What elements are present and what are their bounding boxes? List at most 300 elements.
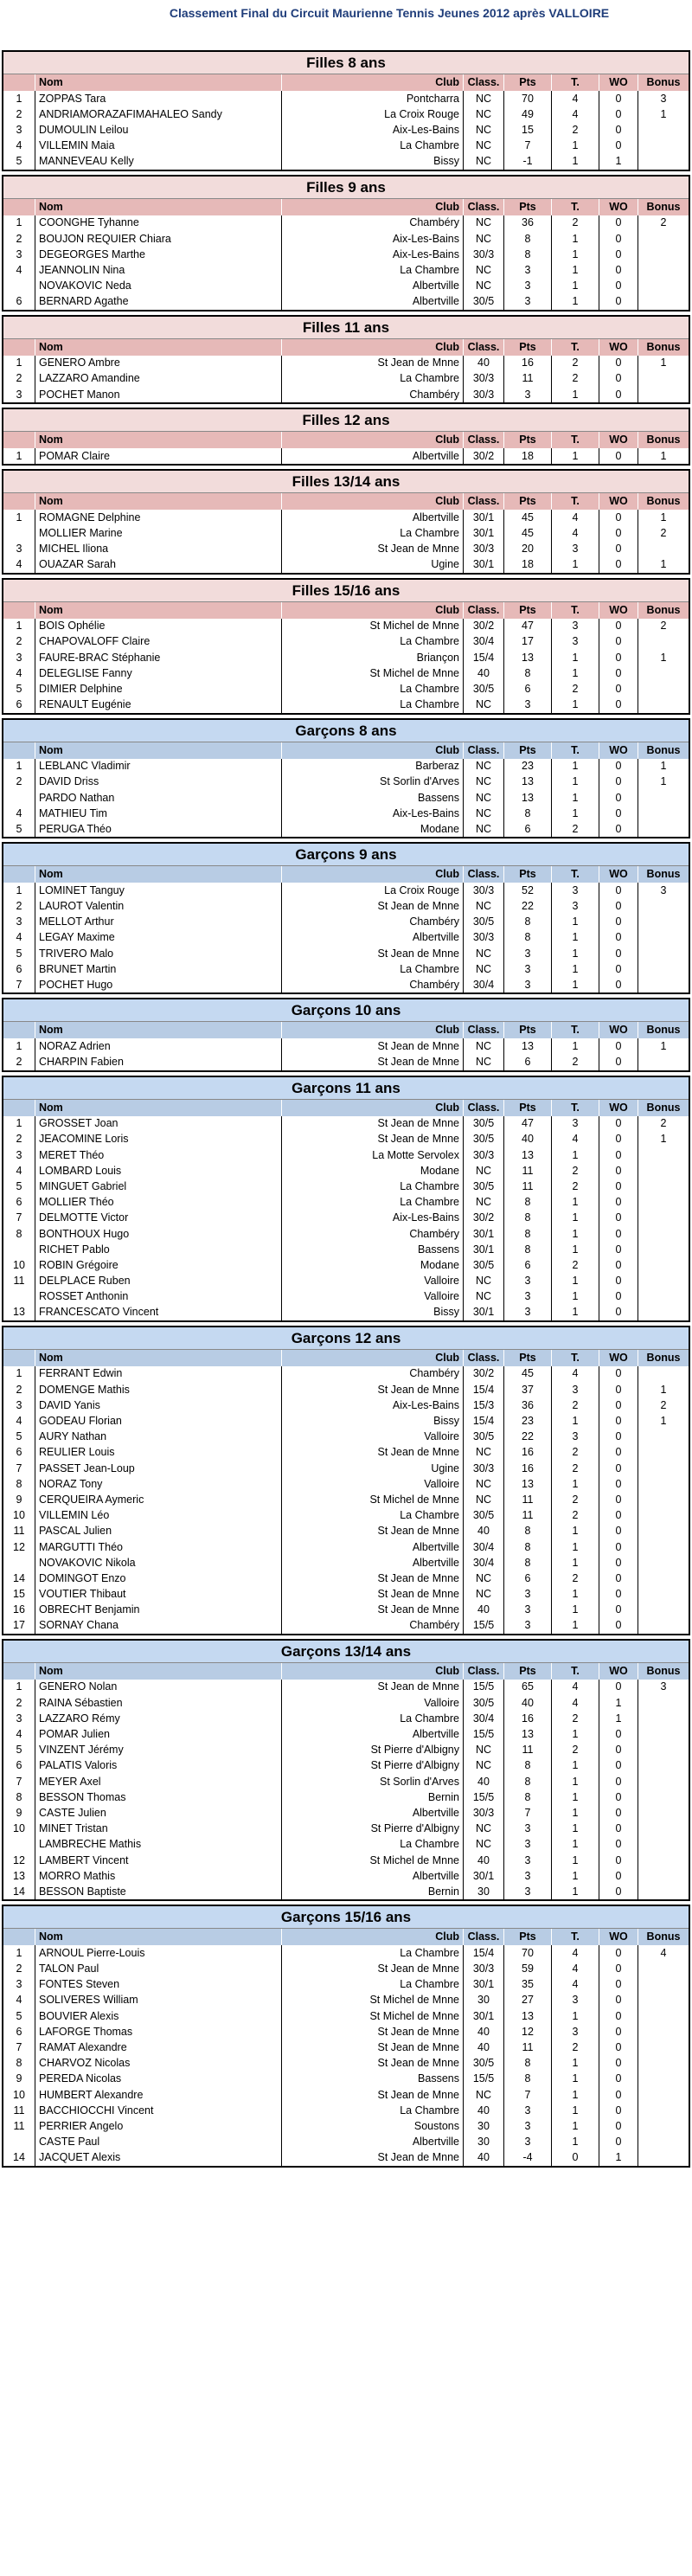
- column-header-bonus: Bonus: [638, 432, 689, 448]
- walkover-cell: 0: [599, 1179, 638, 1194]
- rank-cell: [3, 279, 35, 294]
- column-header-t: T.: [552, 74, 599, 91]
- class-cell: NC: [464, 1571, 504, 1586]
- column-header-pts: Pts: [504, 866, 552, 883]
- walkover-cell: 0: [599, 2072, 638, 2087]
- walkover-cell: 0: [599, 1571, 638, 1586]
- ranking-table: [3, 1663, 689, 1899]
- points-cell: 13: [504, 1147, 552, 1163]
- name-cell: DELMOTTE Victor: [35, 1211, 282, 1226]
- table-row: [3, 1508, 689, 1524]
- club-cell: Albertville: [282, 2135, 464, 2150]
- tournaments-cell: 3: [552, 541, 599, 556]
- bonus-cell: [638, 1695, 689, 1711]
- points-cell: 8: [504, 2072, 552, 2087]
- bonus-cell: [638, 1055, 689, 1070]
- ranking-table: [3, 866, 689, 992]
- walkover-cell: 0: [599, 1993, 638, 2008]
- name-cell: CERQUEIRA Aymeric: [35, 1492, 282, 1507]
- rank-cell: 3: [16, 388, 22, 401]
- name-cell: DAVID Driss: [35, 774, 282, 790]
- name-cell: ZOPPAS Tara: [35, 91, 282, 106]
- tournaments-cell: 1: [552, 557, 599, 573]
- club-cell: La Chambre: [282, 1711, 464, 1726]
- bonus-cell: [638, 1603, 689, 1618]
- class-cell: NC: [464, 1195, 504, 1211]
- bonus-cell: [638, 247, 689, 262]
- class-cell: 30/3: [464, 371, 504, 387]
- tournaments-cell: 2: [552, 1257, 599, 1273]
- table-row: [3, 1429, 689, 1445]
- category-section: [2, 578, 690, 715]
- club-cell: Albertville: [282, 930, 464, 946]
- walkover-cell: 0: [599, 525, 638, 541]
- club-cell: La Chambre: [282, 681, 464, 697]
- table-row: [3, 525, 689, 541]
- column-header-club: Club: [282, 199, 464, 215]
- points-cell: 23: [504, 1413, 552, 1429]
- club-cell: St Jean de Mnne: [282, 946, 464, 961]
- class-cell: NC: [464, 961, 504, 977]
- column-header-t: T.: [552, 866, 599, 883]
- walkover-cell: 0: [599, 2103, 638, 2118]
- table-row: [3, 1179, 689, 1194]
- rank-cell: 4: [16, 666, 22, 679]
- column-header-rank: [3, 866, 35, 883]
- column-header-name: Nom: [35, 742, 282, 759]
- walkover-cell: 0: [599, 1743, 638, 1758]
- column-header-t: T.: [552, 1100, 599, 1116]
- walkover-cell: 0: [599, 1195, 638, 1211]
- tournaments-cell: 1: [552, 1805, 599, 1821]
- name-cell: BESSON Baptiste: [35, 1884, 282, 1899]
- table-row: [3, 2008, 689, 2024]
- name-cell: MINET Tristan: [35, 1821, 282, 1837]
- tournaments-cell: 4: [552, 1366, 599, 1382]
- walkover-cell: 0: [599, 1445, 638, 1461]
- club-cell: St Jean de Mnne: [282, 2056, 464, 2072]
- points-cell: 3: [504, 1603, 552, 1618]
- rank-cell: 3: [16, 1398, 22, 1411]
- column-header-pts: Pts: [504, 339, 552, 356]
- column-header-class: Class.: [464, 1100, 504, 1116]
- points-cell: 6: [504, 1055, 552, 1070]
- bonus-cell: [638, 1539, 689, 1555]
- table-row: [3, 1195, 689, 1211]
- points-cell: 6: [504, 1257, 552, 1273]
- ranking-table: [3, 1022, 689, 1070]
- tournaments-cell: 2: [552, 2040, 599, 2055]
- walkover-cell: 0: [599, 1758, 638, 1774]
- bonus-cell: [638, 1476, 689, 1492]
- class-cell: 30/5: [464, 2056, 504, 2072]
- name-cell: BACCHIOCCHI Vincent: [35, 2103, 282, 2118]
- points-cell: 22: [504, 899, 552, 915]
- tournaments-cell: 1: [552, 1853, 599, 1868]
- points-cell: 13: [504, 1038, 552, 1054]
- name-cell: DELEGLISE Fanny: [35, 665, 282, 681]
- table-row: [3, 2103, 689, 2118]
- tournaments-cell: 1: [552, 1789, 599, 1805]
- column-header-name: Nom: [35, 1100, 282, 1116]
- column-header-bonus: Bonus: [638, 493, 689, 510]
- table-row: [3, 1884, 689, 1899]
- tournaments-cell: 1: [552, 2072, 599, 2087]
- table-row: [3, 946, 689, 961]
- bonus-cell: 1: [638, 1382, 689, 1397]
- club-cell: St Jean de Mnne: [282, 356, 464, 371]
- column-header-bonus: Bonus: [638, 339, 689, 356]
- club-cell: St Jean de Mnne: [282, 1680, 464, 1695]
- club-cell: St Pierre d'Albigny: [282, 1758, 464, 1774]
- points-cell: 3: [504, 262, 552, 278]
- points-cell: 45: [504, 510, 552, 525]
- name-cell: GODEAU Florian: [35, 1413, 282, 1429]
- bonus-cell: [638, 1711, 689, 1726]
- name-cell: PEREDA Nicolas: [35, 2072, 282, 2087]
- name-cell: VOUTIER Thibaut: [35, 1587, 282, 1603]
- class-cell: 30/4: [464, 1539, 504, 1555]
- table-header-row: [3, 493, 689, 510]
- name-cell: FRANCESCATO Vincent: [35, 1305, 282, 1320]
- walkover-cell: 0: [599, 2040, 638, 2055]
- points-cell: 3: [504, 1587, 552, 1603]
- class-cell: NC: [464, 1476, 504, 1492]
- table-row: [3, 215, 689, 231]
- tournaments-cell: 2: [552, 1711, 599, 1726]
- walkover-cell: 0: [599, 1257, 638, 1273]
- rank-cell: 3: [16, 651, 22, 664]
- table-row: [3, 899, 689, 915]
- column-header-pts: Pts: [504, 1022, 552, 1038]
- column-header-class: Class.: [464, 602, 504, 619]
- bonus-cell: [638, 1758, 689, 1774]
- tournaments-cell: 1: [552, 1195, 599, 1211]
- club-cell: Aix-Les-Bains: [282, 122, 464, 138]
- bonus-cell: [638, 1242, 689, 1257]
- rank-cell: 3: [16, 247, 22, 260]
- points-cell: 7: [504, 2087, 552, 2103]
- tournaments-cell: 1: [552, 262, 599, 278]
- rank-cell: 3: [16, 1978, 22, 1991]
- table-row: [3, 1397, 689, 1413]
- name-cell: PALATIS Valoris: [35, 1758, 282, 1774]
- class-cell: 30/1: [464, 525, 504, 541]
- walkover-cell: 0: [599, 371, 638, 387]
- class-cell: 30/1: [464, 2008, 504, 2024]
- walkover-cell: 0: [599, 541, 638, 556]
- table-header-row: [3, 1929, 689, 1945]
- table-row: [3, 1587, 689, 1603]
- table-row: [3, 448, 689, 464]
- club-cell: La Chambre: [282, 138, 464, 154]
- column-header-class: Class.: [464, 493, 504, 510]
- walkover-cell: 0: [599, 356, 638, 371]
- class-cell: 30/5: [464, 1695, 504, 1711]
- club-cell: St Michel de Mnne: [282, 665, 464, 681]
- category-title: Filles 15/16 ans: [3, 580, 689, 602]
- category-title: Filles 11 ans: [3, 317, 689, 339]
- table-row: [3, 1977, 689, 1993]
- club-cell: Valloire: [282, 1476, 464, 1492]
- tournaments-cell: 3: [552, 899, 599, 915]
- points-cell: 3: [504, 294, 552, 310]
- club-cell: Aix-Les-Bains: [282, 231, 464, 247]
- club-cell: Bernin: [282, 1884, 464, 1899]
- club-cell: Bernin: [282, 1789, 464, 1805]
- ranking-table: [3, 742, 689, 838]
- tournaments-cell: 0: [552, 2150, 599, 2166]
- walkover-cell: 0: [599, 930, 638, 946]
- club-cell: St Jean de Mnne: [282, 1962, 464, 1977]
- bonus-cell: [638, 1195, 689, 1211]
- bonus-cell: [638, 2135, 689, 2150]
- rank-cell: [3, 1242, 35, 1257]
- bonus-cell: [638, 665, 689, 681]
- name-cell: NORAZ Adrien: [35, 1038, 282, 1054]
- club-cell: La Croix Rouge: [282, 883, 464, 898]
- tournaments-cell: 1: [552, 247, 599, 262]
- tournaments-cell: 1: [552, 697, 599, 713]
- rank-cell: 6: [16, 962, 22, 975]
- rank-cell: 5: [16, 822, 22, 835]
- points-cell: 3: [504, 1884, 552, 1899]
- walkover-cell: 0: [599, 961, 638, 977]
- class-cell: NC: [464, 821, 504, 837]
- points-cell: 3: [504, 2118, 552, 2134]
- name-cell: LOMBARD Louis: [35, 1163, 282, 1179]
- tournaments-cell: 2: [552, 1397, 599, 1413]
- table-row: [3, 759, 689, 774]
- bonus-cell: [638, 1837, 689, 1853]
- table-row: [3, 356, 689, 371]
- points-cell: 45: [504, 1366, 552, 1382]
- name-cell: POCHET Manon: [35, 387, 282, 402]
- rank-cell: 6: [16, 295, 22, 308]
- tournaments-cell: 1: [552, 1211, 599, 1226]
- bonus-cell: 1: [638, 774, 689, 790]
- tournaments-cell: 1: [552, 1305, 599, 1320]
- class-cell: 40: [464, 665, 504, 681]
- table-row: [3, 557, 689, 573]
- table-row: [3, 697, 689, 713]
- rank-cell: 11: [13, 2104, 25, 2117]
- tournaments-cell: 1: [552, 138, 599, 154]
- name-cell: LEBLANC Vladimir: [35, 759, 282, 774]
- club-cell: St Michel de Mnne: [282, 1492, 464, 1507]
- tournaments-cell: 1: [552, 1242, 599, 1257]
- tournaments-cell: 2: [552, 1571, 599, 1586]
- column-header-rank: [3, 1100, 35, 1116]
- club-cell: Albertville: [282, 448, 464, 464]
- bonus-cell: [638, 1821, 689, 1837]
- name-cell: LAUROT Valentin: [35, 899, 282, 915]
- class-cell: NC: [464, 279, 504, 294]
- column-header-club: Club: [282, 493, 464, 510]
- club-cell: Chambéry: [282, 1366, 464, 1382]
- bonus-cell: [638, 294, 689, 310]
- points-cell: 13: [504, 1476, 552, 1492]
- club-cell: Chambéry: [282, 215, 464, 231]
- walkover-cell: 0: [599, 1163, 638, 1179]
- name-cell: PASSET Jean-Loup: [35, 1461, 282, 1476]
- table-row: [3, 1211, 689, 1226]
- category-section: [2, 175, 690, 312]
- rank-cell: 2: [16, 372, 22, 385]
- bonus-cell: [638, 279, 689, 294]
- column-header-class: Class.: [464, 1663, 504, 1680]
- points-cell: 13: [504, 650, 552, 665]
- class-cell: 30/4: [464, 977, 504, 992]
- table-header-row: [3, 1022, 689, 1038]
- category-section: [2, 998, 690, 1071]
- points-cell: 13: [504, 774, 552, 790]
- bonus-cell: [638, 1289, 689, 1305]
- rank-cell: 4: [16, 1164, 22, 1177]
- rank-cell: 3: [16, 915, 22, 928]
- club-cell: St Pierre d'Albigny: [282, 1821, 464, 1837]
- column-header-name: Nom: [35, 1663, 282, 1680]
- club-cell: La Chambre: [282, 1837, 464, 1853]
- rank-cell: 14: [13, 1571, 25, 1584]
- column-header-club: Club: [282, 1929, 464, 1945]
- class-cell: 30/2: [464, 448, 504, 464]
- walkover-cell: 0: [599, 247, 638, 262]
- points-cell: 49: [504, 106, 552, 122]
- top-spacer: [0, 24, 692, 50]
- class-cell: 30/1: [464, 1242, 504, 1257]
- rank-cell: 6: [16, 1446, 22, 1459]
- ranking-table: [3, 1100, 689, 1320]
- rank-cell: 8: [16, 2057, 22, 2070]
- bonus-cell: [638, 634, 689, 650]
- class-cell: 30/2: [464, 619, 504, 634]
- table-row: [3, 665, 689, 681]
- walkover-cell: 0: [599, 262, 638, 278]
- class-cell: 40: [464, 2150, 504, 2166]
- name-cell: LAFORGE Thomas: [35, 2024, 282, 2040]
- name-cell: VILLEMIN Léo: [35, 1508, 282, 1524]
- class-cell: 40: [464, 1853, 504, 1868]
- rank-cell: 10: [13, 1258, 25, 1271]
- table-row: [3, 1711, 689, 1726]
- points-cell: 13: [504, 790, 552, 806]
- name-cell: TALON Paul: [35, 1962, 282, 1977]
- name-cell: FAURE-BRAC Stéphanie: [35, 650, 282, 665]
- club-cell: Albertville: [282, 510, 464, 525]
- bonus-cell: [638, 2072, 689, 2087]
- tournaments-cell: 2: [552, 1179, 599, 1194]
- category-section: [2, 1326, 690, 1635]
- category-section: [2, 1076, 690, 1322]
- column-header-name: Nom: [35, 339, 282, 356]
- bonus-cell: [638, 1805, 689, 1821]
- tournaments-cell: 3: [552, 634, 599, 650]
- tournaments-cell: 2: [552, 356, 599, 371]
- name-cell: DIMIER Delphine: [35, 681, 282, 697]
- tournaments-cell: 1: [552, 1618, 599, 1634]
- category-section: [2, 1905, 690, 2167]
- tournaments-cell: 1: [552, 2008, 599, 2024]
- column-header-pts: Pts: [504, 199, 552, 215]
- table-header-row: [3, 866, 689, 883]
- points-cell: 6: [504, 821, 552, 837]
- column-header-pts: Pts: [504, 1929, 552, 1945]
- table-row: [3, 1789, 689, 1805]
- club-cell: St Michel de Mnne: [282, 1853, 464, 1868]
- walkover-cell: 0: [599, 2135, 638, 2150]
- column-header-pts: Pts: [504, 1100, 552, 1116]
- class-cell: NC: [464, 1758, 504, 1774]
- points-cell: 3: [504, 961, 552, 977]
- walkover-cell: 1: [599, 2150, 638, 2166]
- class-cell: 15/4: [464, 1382, 504, 1397]
- bonus-cell: 3: [638, 883, 689, 898]
- points-cell: 8: [504, 915, 552, 930]
- class-cell: 30/3: [464, 1147, 504, 1163]
- bonus-cell: 2: [638, 1116, 689, 1132]
- name-cell: MERET Théo: [35, 1147, 282, 1163]
- tournaments-cell: 4: [552, 1977, 599, 1993]
- walkover-cell: 0: [599, 1524, 638, 1539]
- points-cell: 70: [504, 1945, 552, 1961]
- walkover-cell: 0: [599, 138, 638, 154]
- rank-cell: 6: [16, 2025, 22, 2038]
- walkover-cell: 0: [599, 510, 638, 525]
- table-header-row: [3, 1663, 689, 1680]
- table-row: [3, 1695, 689, 1711]
- name-cell: ANDRIAMORAZAFIMAHALEO Sandy: [35, 106, 282, 122]
- class-cell: NC: [464, 106, 504, 122]
- ranking-table: [3, 602, 689, 713]
- ranking-table: [3, 339, 689, 402]
- class-cell: 30/3: [464, 930, 504, 946]
- points-cell: 40: [504, 1132, 552, 1147]
- club-cell: Pontcharra: [282, 91, 464, 106]
- class-cell: 40: [464, 1603, 504, 1618]
- points-cell: 59: [504, 1962, 552, 1977]
- bonus-cell: [638, 1977, 689, 1993]
- column-header-wo: WO: [599, 866, 638, 883]
- bonus-cell: [638, 821, 689, 837]
- bonus-cell: [638, 387, 689, 402]
- club-cell: Chambéry: [282, 1618, 464, 1634]
- club-cell: Ugine: [282, 1461, 464, 1476]
- tournaments-cell: 1: [552, 977, 599, 992]
- walkover-cell: 0: [599, 1821, 638, 1837]
- name-cell: PASCAL Julien: [35, 1524, 282, 1539]
- walkover-cell: 0: [599, 1555, 638, 1571]
- tournaments-cell: 2: [552, 122, 599, 138]
- column-header-wo: WO: [599, 1929, 638, 1945]
- rank-cell: 15: [13, 1588, 25, 1601]
- name-cell: MINGUET Gabriel: [35, 1179, 282, 1194]
- rank-cell: 2: [16, 107, 22, 120]
- class-cell: 30/3: [464, 1461, 504, 1476]
- column-header-t: T.: [552, 1022, 599, 1038]
- name-cell: MOLLIER Théo: [35, 1195, 282, 1211]
- bonus-cell: [638, 2103, 689, 2118]
- club-cell: Albertville: [282, 1539, 464, 1555]
- name-cell: DOMENGE Mathis: [35, 1382, 282, 1397]
- column-header-class: Class.: [464, 74, 504, 91]
- tournaments-cell: 1: [552, 1555, 599, 1571]
- column-header-bonus: Bonus: [638, 742, 689, 759]
- bonus-cell: 4: [638, 1945, 689, 1961]
- bonus-cell: [638, 1571, 689, 1586]
- club-cell: Bissy: [282, 154, 464, 170]
- points-cell: 8: [504, 1226, 552, 1242]
